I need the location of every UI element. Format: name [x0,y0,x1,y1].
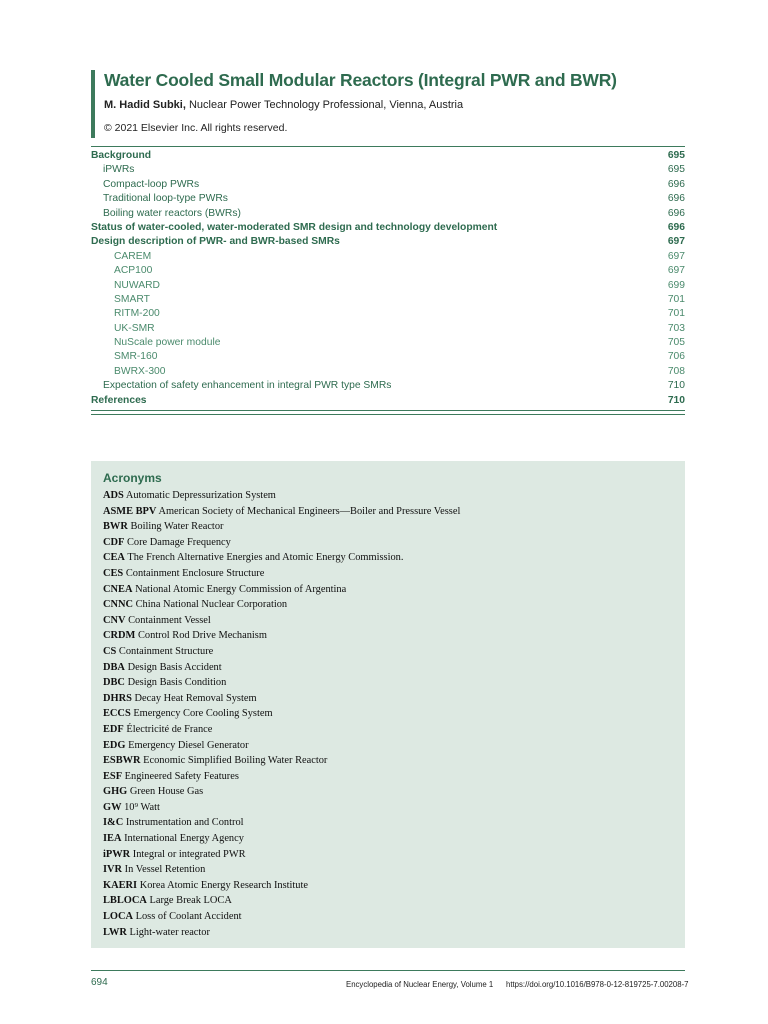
acronym-entry [103,597,460,613]
toc-entry-page: 695 [667,164,685,176]
acronym-entry [103,660,460,676]
acronym-entry [103,644,460,660]
title-accent-bar [91,70,95,138]
acronym-entry [103,675,460,691]
acronym-entry [103,815,460,831]
acronym-definition: Containment Vessel [128,614,211,626]
toc-entry[interactable] [91,394,685,408]
acronym-entry [103,769,460,785]
acronym-abbr: GHG [103,786,128,798]
toc-entry-label: References [91,394,147,406]
acronym-definition: Boiling Water Reactor [130,521,224,533]
toc-entry[interactable] [91,379,685,393]
acronym-entry [103,862,460,878]
acronym-definition: American Society of Mechanical Engineers—Boiler and Pressure Vessel [158,505,461,517]
acronym-definition: Korea Atomic Energy Research Institute [139,879,309,891]
toc-entry-label: BWRX-300 [114,365,166,377]
acronym-entry [103,550,460,566]
acronym-entry [103,488,460,504]
acronym-abbr: DBA [103,661,125,673]
acronym-definition: 10⁹ Watt [124,801,160,813]
toc-entry-page: 703 [667,322,685,334]
toc-bottom-rule [91,410,685,415]
acronym-abbr: CEA [103,552,125,564]
acronym-abbr: CES [103,567,124,579]
toc-entry-label: SMR-160 [114,351,158,363]
footer-doi-link[interactable]: https://doi.org/10.1016/B978-0-12-819725-7.00208-7 [506,980,689,989]
toc-entry[interactable] [91,207,685,221]
acronym-definition: Design Basis Accident [127,661,222,673]
article-title: Water Cooled Small Modular Reactors (Integral PWR and BWR) [104,70,617,90]
toc-entry-page: 706 [667,351,685,363]
footer-source: Encyclopedia of Nuclear Energy, Volume 1 [346,980,494,989]
toc-entry-page: 696 [667,221,685,233]
acronym-definition: Containment Enclosure Structure [125,567,265,579]
toc-entry[interactable] [91,322,685,336]
acronyms-heading: Acronyms [103,471,162,485]
acronym-definition: Decay Heat Removal System [134,692,257,704]
toc-entry-page: 696 [667,193,685,205]
acronym-entry [103,504,460,520]
toc-entry[interactable] [91,264,685,278]
acronym-abbr: ECCS [103,708,131,720]
acronym-abbr: EDG [103,739,126,751]
acronym-entry [103,800,460,816]
acronym-definition: Core Damage Frequency [126,536,231,548]
acronym-entry [103,535,460,551]
copyright-notice: © 2021 Elsevier Inc. All rights reserved. [104,122,288,134]
acronym-entry [103,706,460,722]
toc-entry[interactable] [91,250,685,264]
acronym-entry [103,691,460,707]
acronym-definition: China National Nuclear Corporation [135,599,288,611]
author-affiliation: Nuclear Power Technology Professional, Vienna, Austria [188,99,464,111]
toc-entry-page: 696 [667,178,685,190]
toc-entry[interactable] [91,163,685,177]
toc-entry-page: 710 [667,380,685,392]
toc-entry-label: Compact-loop PWRs [103,178,200,190]
toc-entry-label: Expectation of safety enhancement in integral PWR type SMRs [103,380,392,392]
acronym-definition: International Energy Agency [124,833,244,845]
acronym-abbr: ASME BPV [103,505,157,517]
toc-entry-label: ACP100 [114,265,153,277]
acronym-definition: Control Rod Drive Mechanism [137,630,267,642]
toc-entry-label: RITM-200 [114,308,160,320]
acronym-entry [103,909,460,925]
toc-entry-page: 697 [667,265,685,277]
acronym-definition: Large Break LOCA [149,895,232,907]
toc-entry[interactable] [91,350,685,364]
toc-entry[interactable] [91,178,685,192]
acronym-definition: The French Alternative Energies and Atomic Energy Commission. [127,552,404,564]
acronym-definition: Light-water reactor [129,926,210,938]
acronym-abbr: LWR [103,926,127,938]
acronym-abbr: ESF [103,770,123,782]
toc-entry-page: 705 [667,337,685,349]
toc-entry[interactable] [91,221,685,235]
acronym-definition: Emergency Diesel Generator [128,739,249,751]
acronym-abbr: DBC [103,677,125,689]
toc-entry[interactable] [91,293,685,307]
toc-entry-page: 710 [667,394,685,406]
author-name: M. Hadid Subki, [104,99,186,111]
toc-entry[interactable] [91,365,685,379]
toc-entry-page: 696 [667,207,685,219]
toc-entry-page: 695 [667,150,685,161]
acronym-entry [103,925,460,941]
acronym-entry [103,738,460,754]
toc-entry-label: iPWRs [103,164,135,176]
toc-entry-label: SMART [114,293,150,305]
acronym-abbr: CDF [103,536,125,548]
acronym-definition: Engineered Safety Features [124,770,239,782]
toc-entry[interactable] [91,279,685,293]
acronym-entry [103,613,460,629]
acronym-entry [103,582,460,598]
toc-entry-label: Background [91,150,152,161]
acronym-entry [103,566,460,582]
toc-entry-page: 699 [667,279,685,291]
acronym-abbr: KAERI [103,879,138,891]
toc-entry-page: 701 [667,308,685,320]
acronyms-box [91,461,685,948]
toc-entry-label: NUWARD [114,279,160,291]
acronym-definition: Automatic Depressurization System [125,490,276,501]
acronym-entry [103,893,460,909]
author-line [104,99,463,111]
acronym-abbr: CRDM [103,630,136,642]
acronym-definition: Loss of Coolant Accident [135,911,242,923]
toc-entry-label: Traditional loop-type PWRs [103,193,228,205]
acronym-definition: Economic Simplified Boiling Water Reactor [143,755,328,767]
acronym-definition: Instrumentation and Control [125,817,244,829]
acronym-abbr: BWR [103,521,128,533]
toc-entry[interactable] [91,307,685,321]
acronym-entry [103,847,460,863]
acronym-abbr: CNV [103,614,126,626]
acronym-definition: Design Basis Condition [127,677,227,689]
acronym-definition: In Vessel Retention [124,864,206,876]
acronym-entry [103,519,460,535]
toc-entry-page: 697 [667,250,685,262]
acronym-abbr: GW [103,801,122,813]
acronym-entry [103,784,460,800]
toc-entry-page: 697 [667,236,685,248]
toc-entry[interactable] [91,149,685,163]
acronym-abbr: LOCA [103,911,134,923]
toc-entry-label: NuScale power module [114,337,221,349]
acronym-entry [103,753,460,769]
toc-entry-label: Design description of PWR- and BWR-based SMRs [91,236,340,248]
toc-entry-label: UK-SMR [114,322,155,334]
toc-entry-label: Boiling water reactors (BWRs) [103,207,241,219]
acronym-entry [103,722,460,738]
acronym-abbr: LBLOCA [103,895,147,907]
acronym-entry [103,628,460,644]
acronym-definition: Containment Structure [118,645,214,657]
acronym-abbr: I&C [103,817,124,829]
acronym-entry [103,878,460,894]
toc-entry[interactable] [91,336,685,350]
toc-entry-label: Status of water-cooled, water-moderated SMR design and technology development [91,221,498,233]
acronym-abbr: DHRS [103,692,132,704]
page-number: 694 [91,977,108,988]
acronyms-list [103,488,460,940]
acronym-definition: Électricité de France [126,723,213,735]
footer-rule [91,970,685,971]
acronym-abbr: IEA [103,833,122,845]
toc-entry-page: 708 [667,365,685,377]
acronym-abbr: IVR [103,864,123,876]
acronym-entry [103,831,460,847]
toc-entry[interactable] [91,235,685,249]
acronym-abbr: CNEA [103,583,133,595]
acronym-definition: Green House Gas [129,786,204,798]
acronym-abbr: ESBWR [103,755,141,767]
acronym-abbr: EDF [103,723,124,735]
table-of-contents [91,149,685,408]
acronym-abbr: ADS [103,490,124,501]
toc-top-rule [91,146,685,147]
acronym-abbr: iPWR [103,848,131,860]
acronym-definition: National Atomic Energy Commission of Argentina [135,583,347,595]
acronym-abbr: CNNC [103,599,134,611]
toc-entry-page: 701 [667,293,685,305]
toc-entry[interactable] [91,192,685,206]
toc-entry-label: CAREM [114,250,152,262]
acronym-definition: Integral or integrated PWR [132,848,246,860]
acronym-definition: Emergency Core Cooling System [133,708,273,720]
acronym-abbr: CS [103,645,117,657]
